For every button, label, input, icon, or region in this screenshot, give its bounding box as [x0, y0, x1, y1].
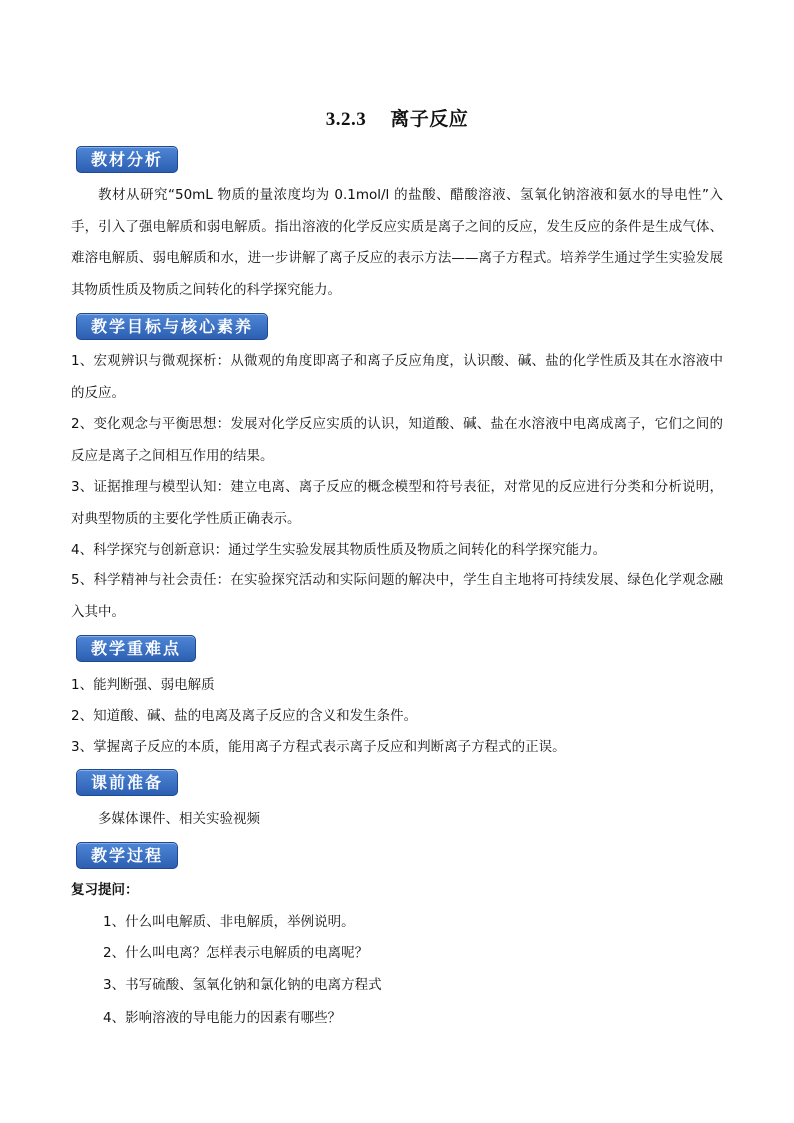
key-point-item-1: 1、能判断强、弱电解质	[71, 677, 215, 693]
review-question-4: 4、影响溶液的导电能力的因素有哪些？	[103, 1010, 342, 1026]
page-title	[0, 104, 794, 131]
review-question-2: 2、什么叫电离？怎样表示电解质的电离呢？	[103, 945, 369, 961]
goal-item-3: 3、证据推理与模型认知：建立电离、离子反应的概念模型和符号表征，对常见的反应进行分类和分析说明，对典型物质的主要化学性质正确表示。	[71, 479, 723, 527]
preparation-text: 多媒体课件、相关实验视频	[98, 811, 260, 827]
lesson-title: 离子反应	[390, 108, 469, 130]
goal-item-1: 1、宏观辨识与微观探析：从微观的角度即离子和离子反应角度，认识酸、碱、盐的化学性质及其在水溶液中的反应。	[71, 353, 723, 401]
goal-item-4: 4、科学探究与创新意识：通过学生实验发展其物质性质及物质之间转化的科学探究能力。	[71, 542, 607, 558]
section-heading-key-points: 教学重难点	[76, 635, 196, 662]
review-questions-heading: 复习提问：	[71, 882, 139, 898]
review-question-3: 3、书写硫酸、氢氧化钠和氯化钠的电离方程式	[103, 977, 382, 993]
review-question-1: 1、什么叫电解质、非电解质，举例说明。	[103, 914, 355, 930]
section-heading-preparation: 课前准备	[76, 769, 178, 796]
key-point-item-2: 2、知道酸、碱、盐的电离及离子反应的含义和发生条件。	[71, 708, 418, 724]
goal-item-5: 5、科学精神与社会责任：在实验探究活动和实际问题的解决中，学生自主地将可持续发展、绿色化学观念融入其中。	[71, 572, 723, 620]
goal-item-2: 2、变化观念与平衡思想：发展对化学反应实质的认识，知道酸、碱、盐在水溶液中电离成离子，它们之间的反应是离子之间相互作用的结果。	[71, 416, 723, 464]
section-heading-process: 教学过程	[76, 842, 178, 869]
section-heading-goals: 教学目标与核心素养	[76, 313, 268, 340]
section-heading-textbook-analysis: 教材分析	[76, 146, 178, 173]
textbook-analysis-paragraph: 教材从研究“50mL 物质的量浓度均为 0.1mol/l 的盐酸、醋酸溶液、氢氧化钠溶液和氨水的导电性”入手，引入了强电解质和弱电解质。指出溶液的化学反应实质是离子之间的反应，发生反应的条件是生成气体、难溶电解质、弱电解质和水，进一步讲解了离子反应的表示方法——离子方程式。培养学生通过学生实验发展其物质性质及物质之间转化的科学探究能力。	[71, 187, 723, 298]
key-point-item-3: 3、掌握离子反应的本质，能用离子方程式表示离子反应和判断离子方程式的正误。	[71, 739, 566, 755]
lesson-number: 3.2.3	[325, 109, 367, 130]
